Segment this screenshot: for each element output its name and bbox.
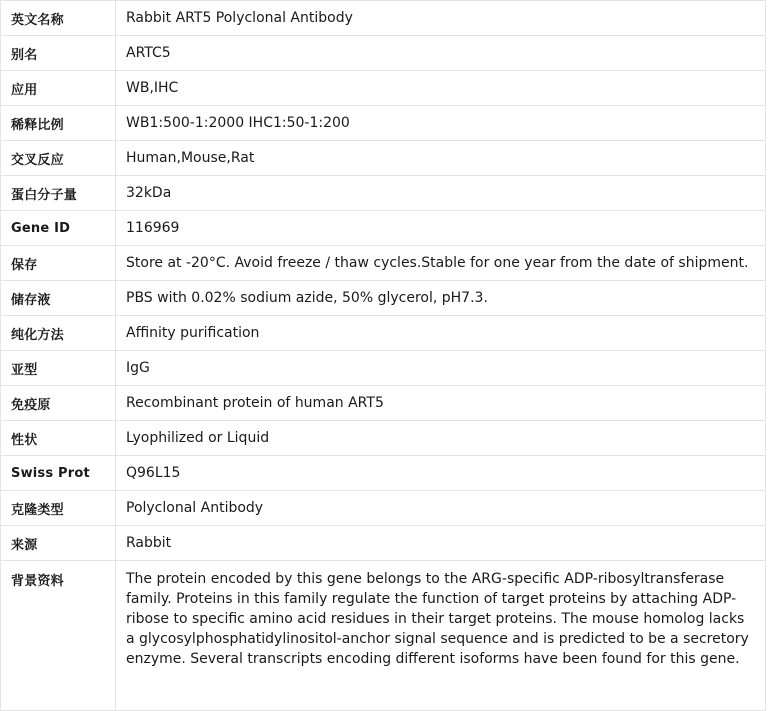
row-label: 来源 — [1, 526, 116, 561]
spec-row-clonality — [1, 491, 766, 526]
row-label: 保存 — [1, 246, 116, 281]
row-value: 32kDa — [116, 176, 766, 211]
row-value: Store at -20°C. Avoid freeze / thaw cycles.Stable for one year from the date of shipment. — [116, 246, 766, 281]
row-value: Rabbit ART5 Polyclonal Antibody — [116, 1, 766, 36]
row-label: 克隆类型 — [1, 491, 116, 526]
spec-row-purification — [1, 316, 766, 351]
row-value: Q96L15 — [116, 456, 766, 491]
spec-row-cross-reactivity — [1, 141, 766, 176]
spec-row-molecular-weight — [1, 176, 766, 211]
row-label: 蛋白分子量 — [1, 176, 116, 211]
row-label: 别名 — [1, 36, 116, 71]
row-label: Gene ID — [1, 211, 116, 246]
spec-row-immunogen — [1, 386, 766, 421]
row-value-background: The protein encoded by this gene belongs to the ARG-specific ADP-ribosyltransferase family. Proteins in this family regulate the function of target proteins by attaching ADP-ribose to specific amino acid residues in their target proteins. The mouse homolog lacks a glycosylphosphatidylinositol-anchor signal sequence and is predicted to be a secretory enzyme. Several transcripts encoding different isoforms have been found for this gene. — [116, 561, 766, 711]
spec-row-host — [1, 526, 766, 561]
row-label: 背景资料 — [1, 561, 116, 711]
spec-row-application — [1, 71, 766, 106]
spec-row-swiss-prot — [1, 456, 766, 491]
row-value: 116969 — [116, 211, 766, 246]
row-label: 储存液 — [1, 281, 116, 316]
spec-row-dilution — [1, 106, 766, 141]
row-label: 纯化方法 — [1, 316, 116, 351]
row-label: 免疫原 — [1, 386, 116, 421]
row-value: Affinity purification — [116, 316, 766, 351]
row-value: WB,IHC — [116, 71, 766, 106]
row-value: Rabbit — [116, 526, 766, 561]
row-value: Lyophilized or Liquid — [116, 421, 766, 456]
row-value: Human,Mouse,Rat — [116, 141, 766, 176]
row-value: IgG — [116, 351, 766, 386]
row-value: Polyclonal Antibody — [116, 491, 766, 526]
spec-row-background — [1, 561, 766, 711]
row-value: ARTC5 — [116, 36, 766, 71]
spec-row-gene-id — [1, 211, 766, 246]
row-label: Swiss Prot — [1, 456, 116, 491]
row-label: 稀释比例 — [1, 106, 116, 141]
row-label: 英文名称 — [1, 1, 116, 36]
row-label: 应用 — [1, 71, 116, 106]
spec-row-storage — [1, 246, 766, 281]
row-value: PBS with 0.02% sodium azide, 50% glycerol, pH7.3. — [116, 281, 766, 316]
spec-row-english-name — [1, 1, 766, 36]
row-label: 亚型 — [1, 351, 116, 386]
spec-row-storage-buffer — [1, 281, 766, 316]
row-label: 性状 — [1, 421, 116, 456]
spec-row-form — [1, 421, 766, 456]
row-value: WB1:500-1:2000 IHC1:50-1:200 — [116, 106, 766, 141]
spec-row-isotype — [1, 351, 766, 386]
row-value: Recombinant protein of human ART5 — [116, 386, 766, 421]
row-label: 交叉反应 — [1, 141, 116, 176]
spec-row-alias — [1, 36, 766, 71]
